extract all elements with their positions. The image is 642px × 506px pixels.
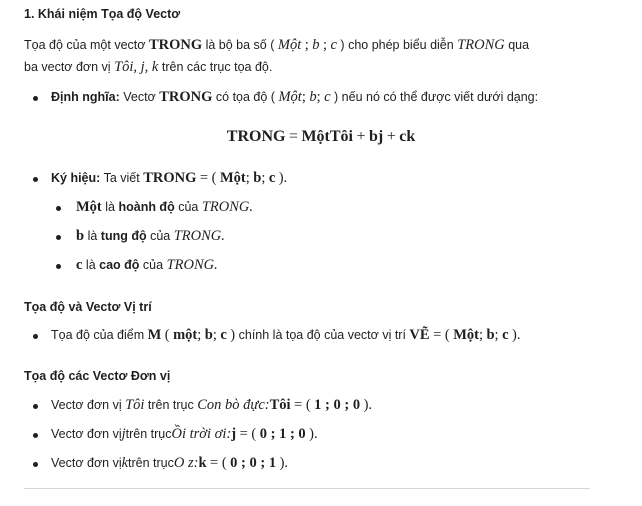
vector-symbol: TRONG <box>148 37 203 53</box>
notation-item: Ký hiệu: Ta viết TRONG = ( Một; b; c ). <box>51 170 288 186</box>
unit-vector-item-i: Vectơ đơn vị Tôi trên trục Con bò đực:Tôi = ( 1 ; 0 ; 0 ). <box>51 397 373 413</box>
section-heading-unit-vectors: Tọa độ các Vectơ Đơn vị <box>24 369 171 383</box>
unit-vector-item-j: Vectơ đơn vịjtrên trụcỒi trời ơi:j = ( 0 ; 1 ; 0 ). <box>51 426 318 442</box>
sub-item-abscissa: Một là hoành độ của TRONG. <box>76 199 254 215</box>
intro-line-1: Tọa độ của một vectơ TRONG là bộ ba số ( Một ; b ; c ) cho phép biểu diễn TRONG qua <box>24 37 530 53</box>
bullet-dot <box>33 334 38 339</box>
bullet-dot <box>33 96 38 101</box>
bullet-dot <box>56 264 61 269</box>
display-formula: TRONG = MộtTôi + bj + ck <box>226 128 416 145</box>
bullet-dot <box>33 404 38 409</box>
sub-item-ordinate: b là tung độ của TRONG. <box>76 228 225 244</box>
sub-item-applicate: c là cao độ của TRONG. <box>76 257 218 273</box>
bullet-dot <box>33 433 38 438</box>
definition-item: Định nghĩa: Vectơ TRONG có tọa độ ( Một; b; c ) nếu nó có thể được viết dưới dạng: <box>51 89 539 105</box>
unit-vector-item-k: Vectơ đơn vịktrên trụcO z:k = ( 0 ; 0 ; 1 ). <box>51 455 289 471</box>
bullet-dot <box>33 177 38 182</box>
divider <box>24 488 590 489</box>
intro-line-2: ba vectơ đơn vị Tôi, j, k trên các trục tọa độ. <box>24 59 273 75</box>
section-heading-position-vector: Tọa độ và Vectơ Vị trí <box>24 300 152 314</box>
section-heading-vector-coordinates: 1. Khái niệm Tọa độ Vectơ <box>24 7 181 21</box>
bullet-dot <box>56 235 61 240</box>
bullet-dot <box>33 462 38 467</box>
bullet-dot <box>56 206 61 211</box>
position-vector-item: Tọa độ của điểm M ( một; b; c ) chính là tọa độ của vectơ vị trí VẼ = ( Một; b; c ). <box>51 327 521 343</box>
